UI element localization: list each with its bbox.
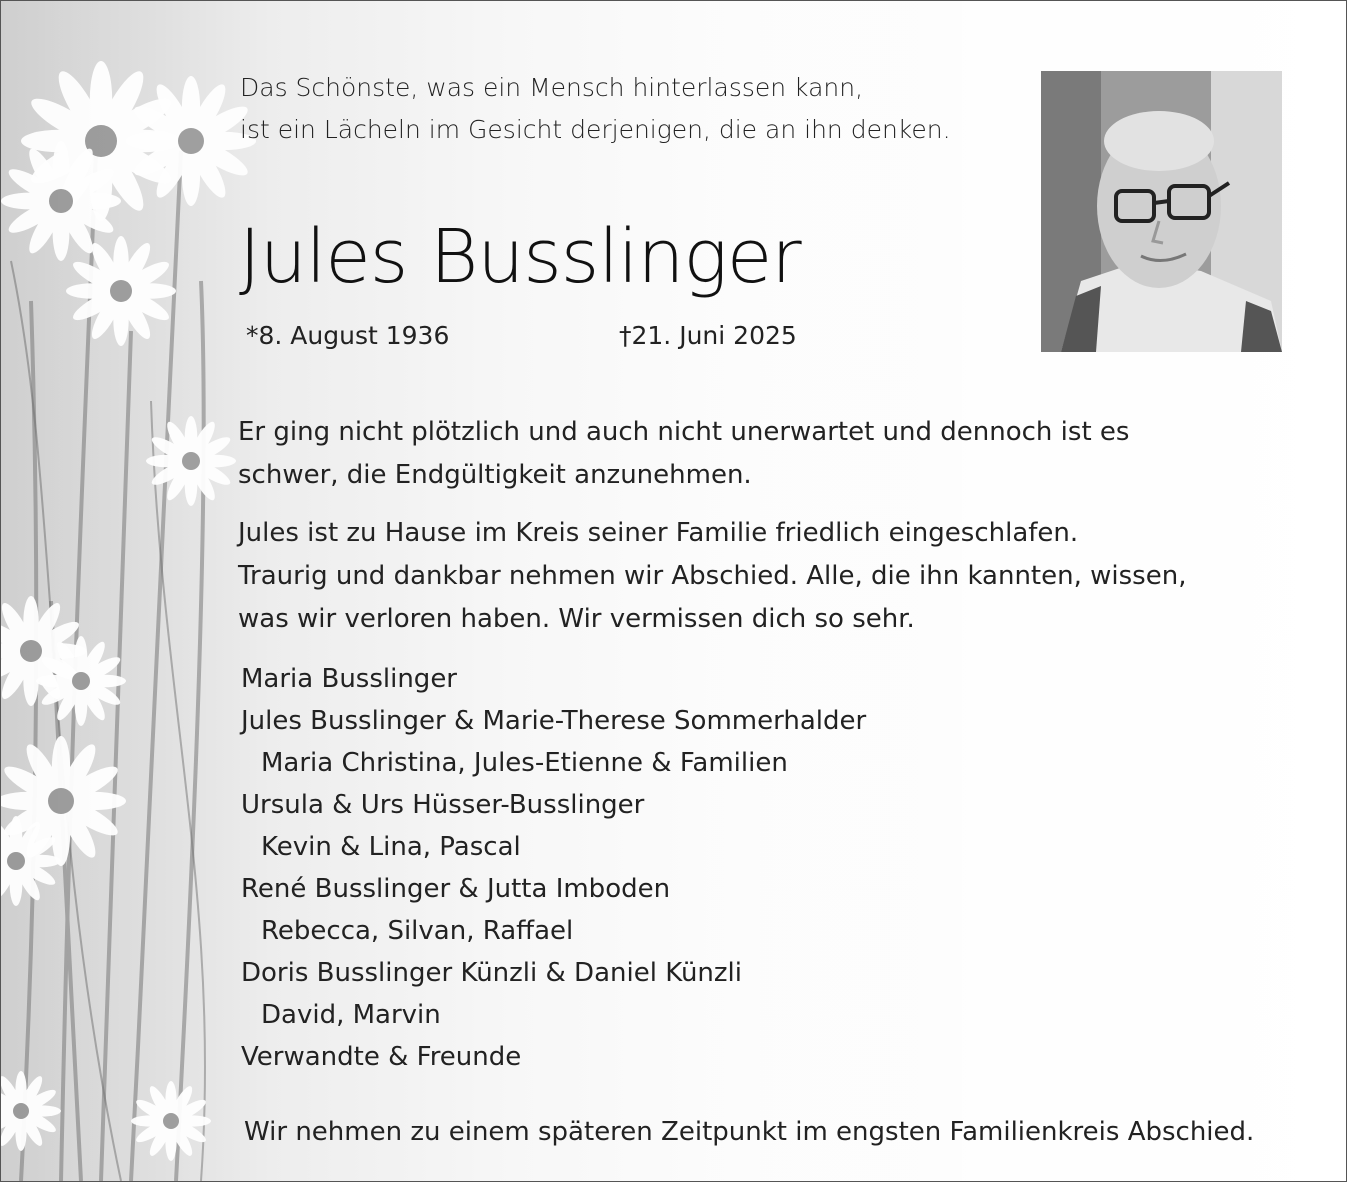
mourner-entry: Kevin & Lina, Pascal	[261, 832, 521, 862]
mourner-entry: Verwandte & Freunde	[241, 1042, 522, 1072]
message-line: schwer, die Endgültigkeit anzunehmen.	[238, 460, 752, 490]
mourner-entry: Maria Christina, Jules-Etienne & Familien	[261, 748, 788, 778]
message-line: was wir verloren haben. Wir vermissen dich so sehr.	[238, 604, 915, 634]
message-line: Traurig und dankbar nehmen wir Abschied. Alle, die ihn kannten, wissen,	[238, 561, 1187, 591]
quote-line: ist ein Lächeln im Gesicht derjenigen, die an ihn denken.	[240, 115, 951, 144]
portrait-image	[1041, 71, 1282, 352]
mourner-entry: Maria Busslinger	[241, 664, 457, 694]
mourner-entry: David, Marvin	[261, 1000, 441, 1030]
death-date: †21. Juni 2025	[619, 321, 797, 350]
mourners-list	[241, 658, 866, 1078]
mourner-entry: Doris Busslinger Künzli & Daniel Künzli	[241, 958, 742, 988]
deceased-name: Jules Busslinger	[239, 214, 801, 300]
message-paragraph-2	[238, 512, 1186, 641]
mourner-entry: Jules Busslinger & Marie-Therese Sommerhalder	[241, 706, 867, 736]
quote-line: Das Schönste, was ein Mensch hinterlassen kann,	[240, 73, 864, 102]
mourner-entry: Ursula & Urs Hüsser-Busslinger	[241, 790, 645, 820]
portrait-photo	[1041, 71, 1282, 352]
mourner-entry: René Busslinger & Jutta Imboden	[241, 874, 671, 904]
message-paragraph-1	[238, 411, 1129, 497]
mourner-entry: Rebecca, Silvan, Raffael	[261, 916, 574, 946]
birth-date: *8. August 1936	[246, 321, 450, 350]
quote	[240, 67, 951, 151]
farewell-note: Wir nehmen zu einem späteren Zeitpunkt im engsten Familienkreis Abschied.	[244, 1117, 1255, 1147]
message-line: Er ging nicht plötzlich und auch nicht unerwartet und dennoch ist es	[238, 417, 1130, 447]
message-line: Jules ist zu Hause im Kreis seiner Familie friedlich eingeschlafen.	[238, 518, 1079, 548]
